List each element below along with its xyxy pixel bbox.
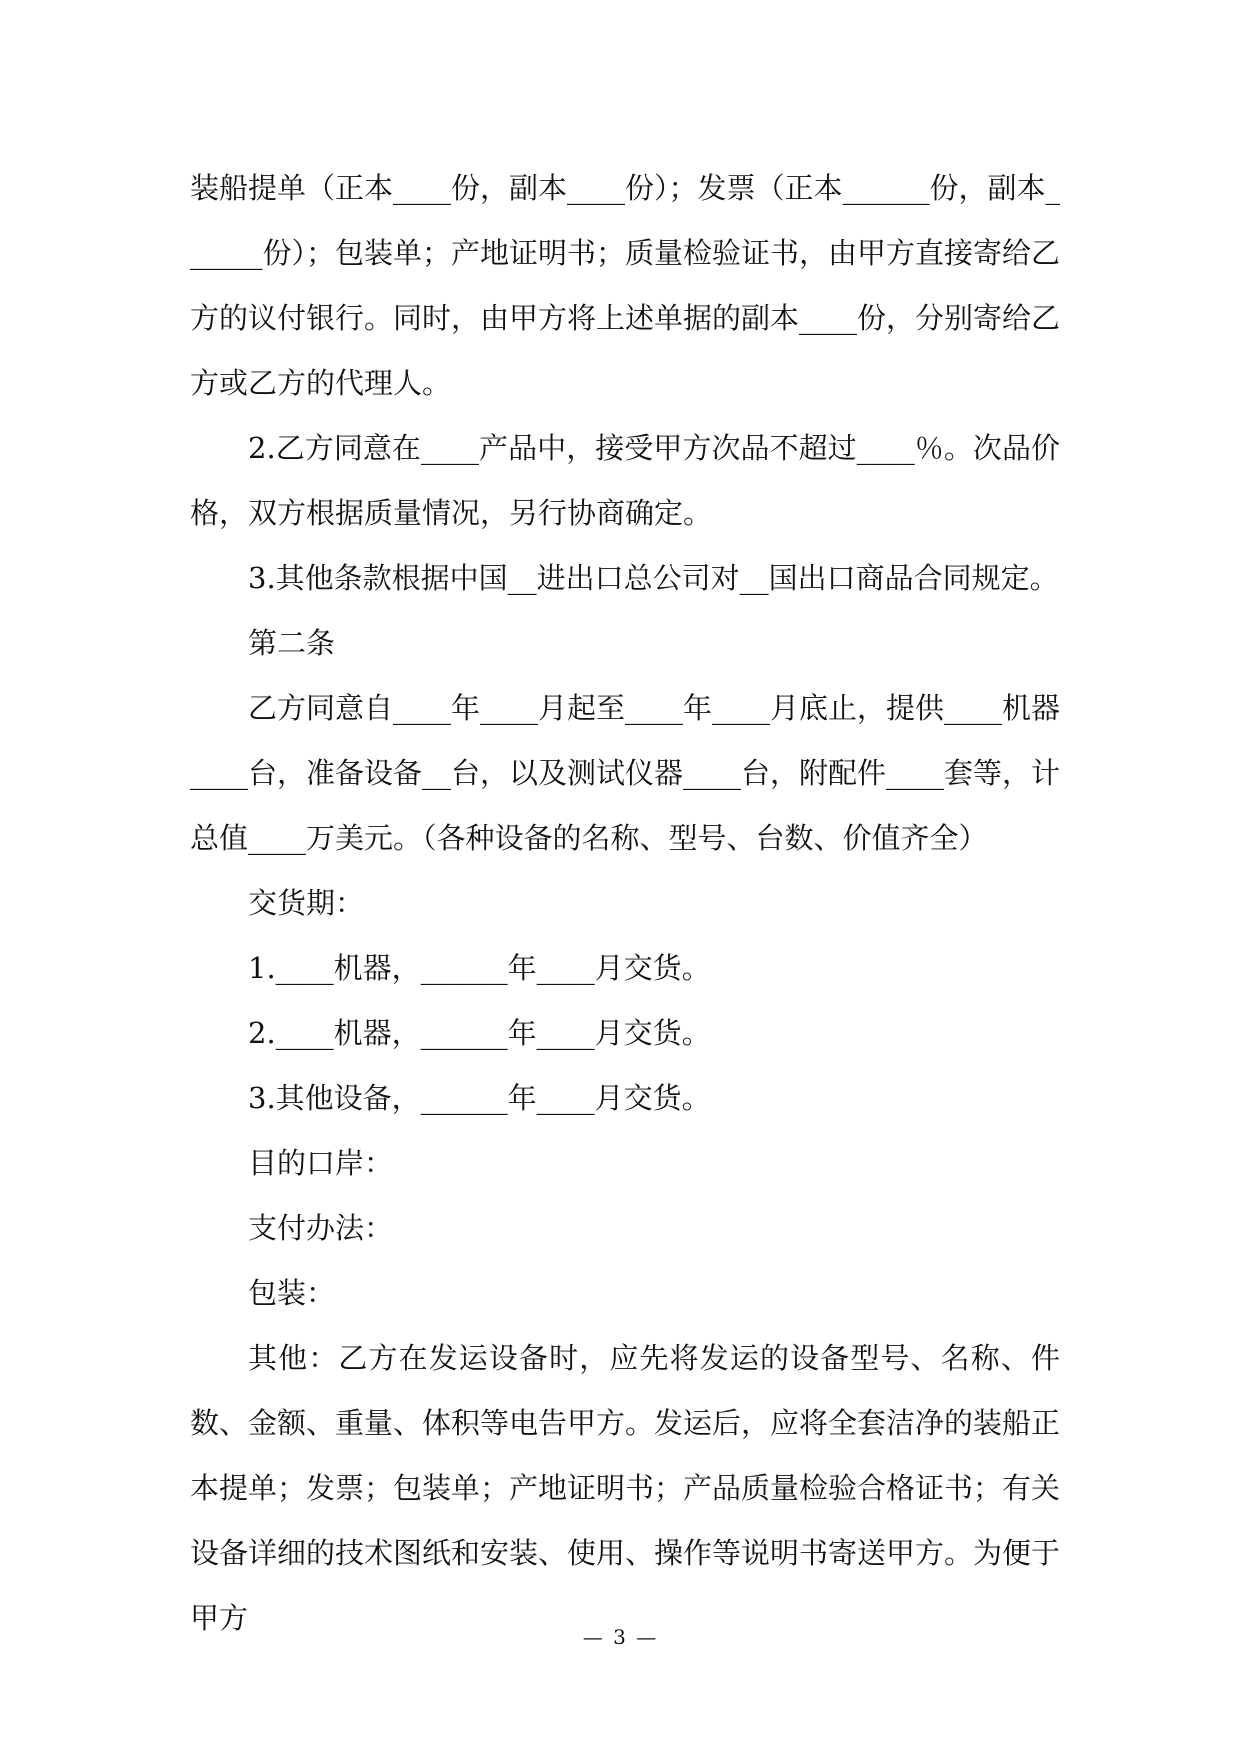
delivery-item-1: 1.____机器，______年____月交货。 [248,951,711,985]
delivery-item-3: 3.其他设备，______年____月交货。 [248,1081,711,1115]
paragraph-clause-defective-goods: 2.乙方同意在____产品中，接受甲方次品不超过____％。次品价格，双方根据质量情况，另行协商确定。 [190,431,1060,530]
payment-method-label: 支付办法： [248,1211,394,1245]
article-heading: 第二条 [248,626,336,660]
delivery-item-2: 2.____机器，______年____月交货。 [248,1016,711,1050]
paragraph-other-shipping-notice: 其他：乙方在发运设备时，应先将发运的设备型号、名称、件数、金额、重量、体积等电告甲方。发运后，应将全套洁净的装船正本提单；发票；包装单；产地证明书；产品质量检验合格证书；有关设备详细的技术图纸和安装、使用、操作等说明书寄送甲方。为便于甲方 [190,1341,1061,1635]
page-number: — 3 — [582,1625,659,1649]
document-body [190,156,1060,1651]
paragraph-shipping-documents: 装船提单（正本____份，副本____份）；发票（正本______份，副本______份）；包装单；产地证明书；质量检验证书，由甲方直接寄给乙方的议付银行。同时，由甲方将上述单据的副本____份，分别寄给乙方或乙方的代理人。 [190,171,1061,400]
packaging-label: 包装： [248,1276,336,1310]
paragraph-equipment-supply: 乙方同意自____年____月起至____年____月底止，提供____机器____台，准备设备__台，以及测试仪器____台，附配件____套等，计总值____万美元。（各种设备的名称、型号、台数、价值齐全） [190,691,1061,855]
paragraph-clause-other-terms: 3.其他条款根据中国__进出口总公司对__国出口商品合同规定。 [248,561,1059,595]
destination-port-label: 目的口岸： [248,1146,394,1180]
delivery-period-label: 交货期： [248,886,365,920]
